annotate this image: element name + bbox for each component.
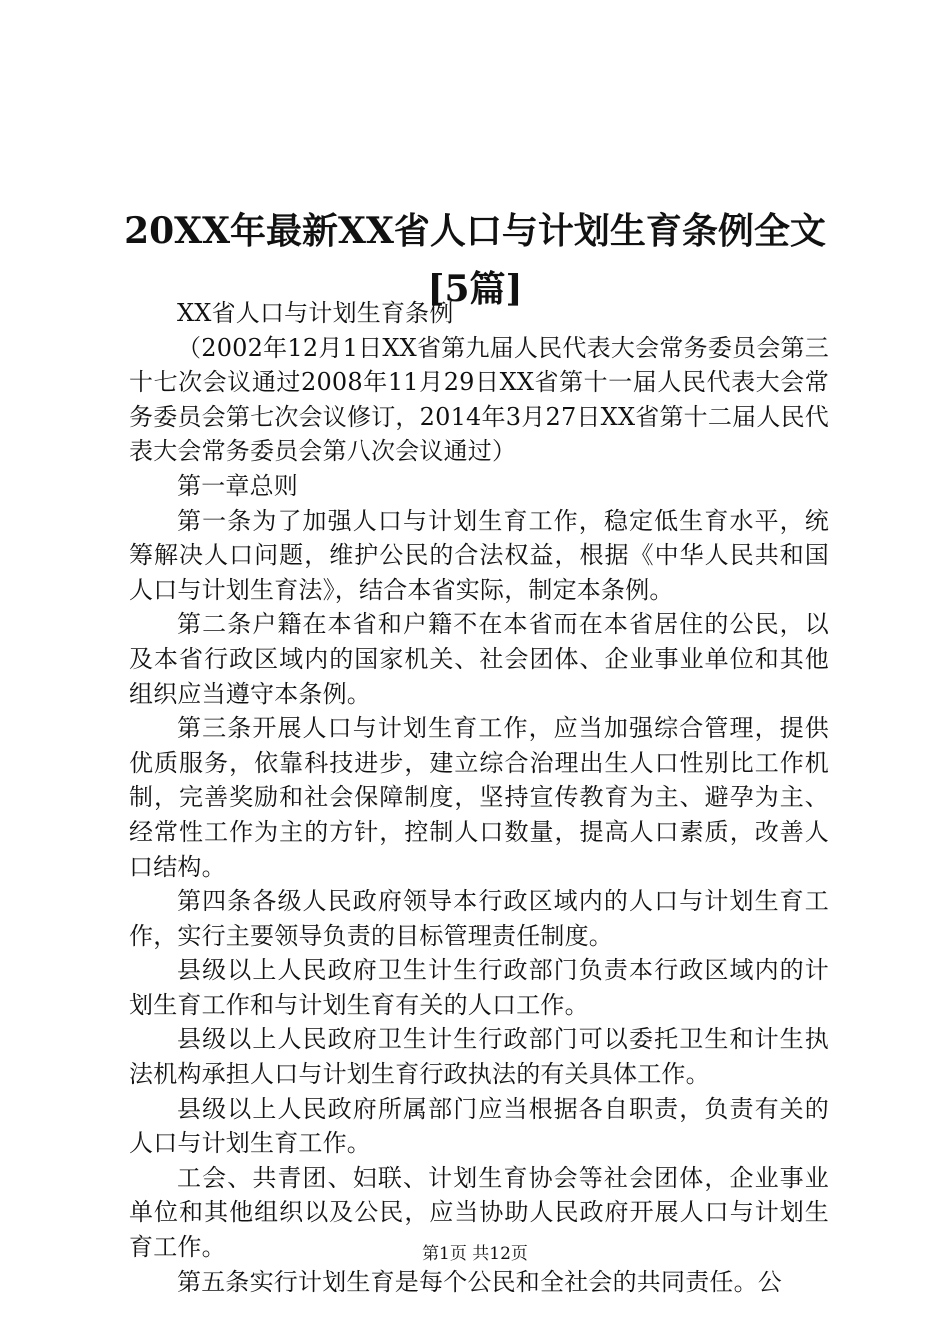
- article-4-clause-3: 县级以上人民政府卫生计生行政部门可以委托卫生和计生执法机构承担人口与计划生育行政执法的有关具体工作。: [129, 1025, 829, 1089]
- article-4-clause-2: 县级以上人民政府卫生计生行政部门负责本行政区域内的计划生育工作和与计划生育有关的人口工作。: [129, 956, 829, 1019]
- page-footer: 第1页 共12页: [422, 1244, 528, 1264]
- document-body: [129, 296, 829, 1299]
- article-5: 第五条实行计划生育是每个公民和全社会的共同责任。公: [177, 1267, 782, 1296]
- article-1: 第一条为了加强人口与计划生育工作，稳定低生育水平，统筹解决人口问题，维护公民的合法权益，根据《中华人民共和国人口与计划生育法》，结合本省实际，制定本条例。: [129, 506, 829, 604]
- law-title: XX省人口与计划生育条例: [177, 299, 454, 327]
- article-2: 第二条户籍在本省和户籍不在本省而在本省居住的公民，以及本省行政区域内的国家机关、社会团体、企业事业单位和其他组织应当遵守本条例。: [129, 610, 829, 708]
- article-4-clause-5: 工会、共青团、妇联、计划生育协会等社会团体，企业事业单位和其他组织以及公民，应当协助人民政府开展人口与计划生育工作。: [129, 1163, 829, 1262]
- article-4: 第四条各级人民政府领导本行政区域内的人口与计划生育工作，实行主要领导负责的目标管理责任制度。: [129, 887, 829, 950]
- adoption-note: （2002年12月1日XX省第九届人民代表大会常务委员会第三十七次会议通过2008年11月29日XX省第十一届人民代表大会常务委员会第七次会议修订，2014年3月27日XX省第十二届人民代表大会常务委员会第八次会议通过）: [129, 333, 829, 466]
- document-title: 20XX年最新XX省人口与计划生育条例全文[5篇]: [124, 210, 826, 311]
- article-4-clause-4: 县级以上人民政府所属部门应当根据各自职责，负责有关的人口与计划生育工作。: [129, 1094, 829, 1158]
- article-3: 第三条开展人口与计划生育工作，应当加强综合管理，提供优质服务，依靠科技进步，建立综合治理出生人口性别比工作机制，完善奖励和社会保障制度，坚持宣传教育为主、避孕为主、经常性工作为主的方针，控制人口数量，提高人口素质，改善人口结构。: [129, 714, 829, 881]
- chapter-heading: 第一章总则: [177, 471, 298, 500]
